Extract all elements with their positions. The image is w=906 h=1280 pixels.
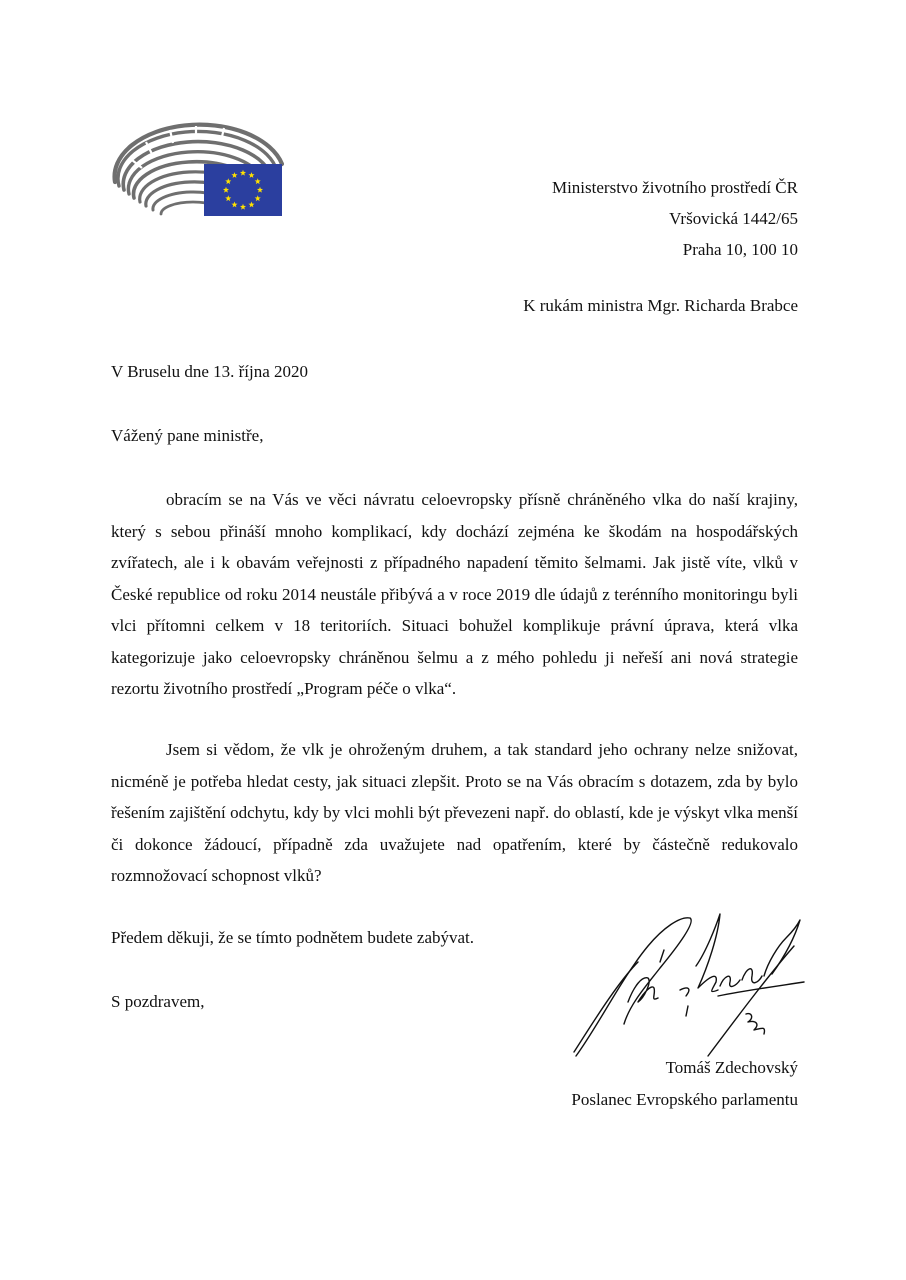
sender-block — [571, 1052, 798, 1116]
salutation: Vážený pane ministře, — [111, 426, 264, 445]
body-paragraph-2: Jsem si vědom, že vlk je ohroženým druhem, a tak standard jeho ochrany nelze snižovat, nicméně je potřeba hledat cesty, jak situaci zlepšit. Proto se na Vás obracím s dotazem, zda by bylo řešením zajištění odchytu, kdy by vlci mohli být převezeni např. do oblastí, kde je výskyt vlka menší či dokonce žádoucí, případně zda uvažujete nad opatřením, které by částečně redukovalo rozmnožovací schopnost vlků? — [111, 740, 798, 885]
recipient-ministry: Ministerstvo životního prostředí ČR — [551, 178, 798, 197]
handwritten-signature-icon — [568, 906, 808, 1066]
recipient-address — [552, 172, 798, 265]
recipient-city: Praha 10, 100 10 — [682, 240, 798, 259]
recipient-street: Vršovická 1442/65 — [669, 209, 798, 228]
thanks-line: Předem děkuji, že se tímto podnětem budete zabývat. — [111, 928, 475, 947]
body-paragraph-1: obracím se na Vás ve věci návratu celoevropsky přísně chráněného vlka do naší krajiny, který s sebou přináší mnoho komplikací, kdy dochází zejména ke škodám na hospodářských zvířatech, ale i k obavám veřejnosti z případného napadení těmito šelmami. Jak jistě víte, vlků v České republice od roku 2014 neustále přibývá a v roce 2019 dle údajů z terénního monitoringu byli vlci přítomni celkem v 18 teritoriích. Situaci bohužel komplikuje právní úprava, která vlka kategorizuje jako celoevropsky chráněnou šelmu a z mého pohledu ji neřeší ani nová strategie rezortu životního prostředí „Program péče o vlka“. — [111, 490, 798, 698]
european-parliament-logo-icon — [112, 122, 284, 218]
attention-line: K rukám ministra Mgr. Richarda Brabce — [523, 296, 798, 315]
sender-title: Poslanec Evropského parlamentu — [571, 1090, 798, 1109]
date-line: V Bruselu dne 13. října 2020 — [111, 362, 309, 381]
sender-name: Tomáš Zdechovský — [665, 1058, 798, 1077]
closing-line: S pozdravem, — [111, 992, 205, 1011]
